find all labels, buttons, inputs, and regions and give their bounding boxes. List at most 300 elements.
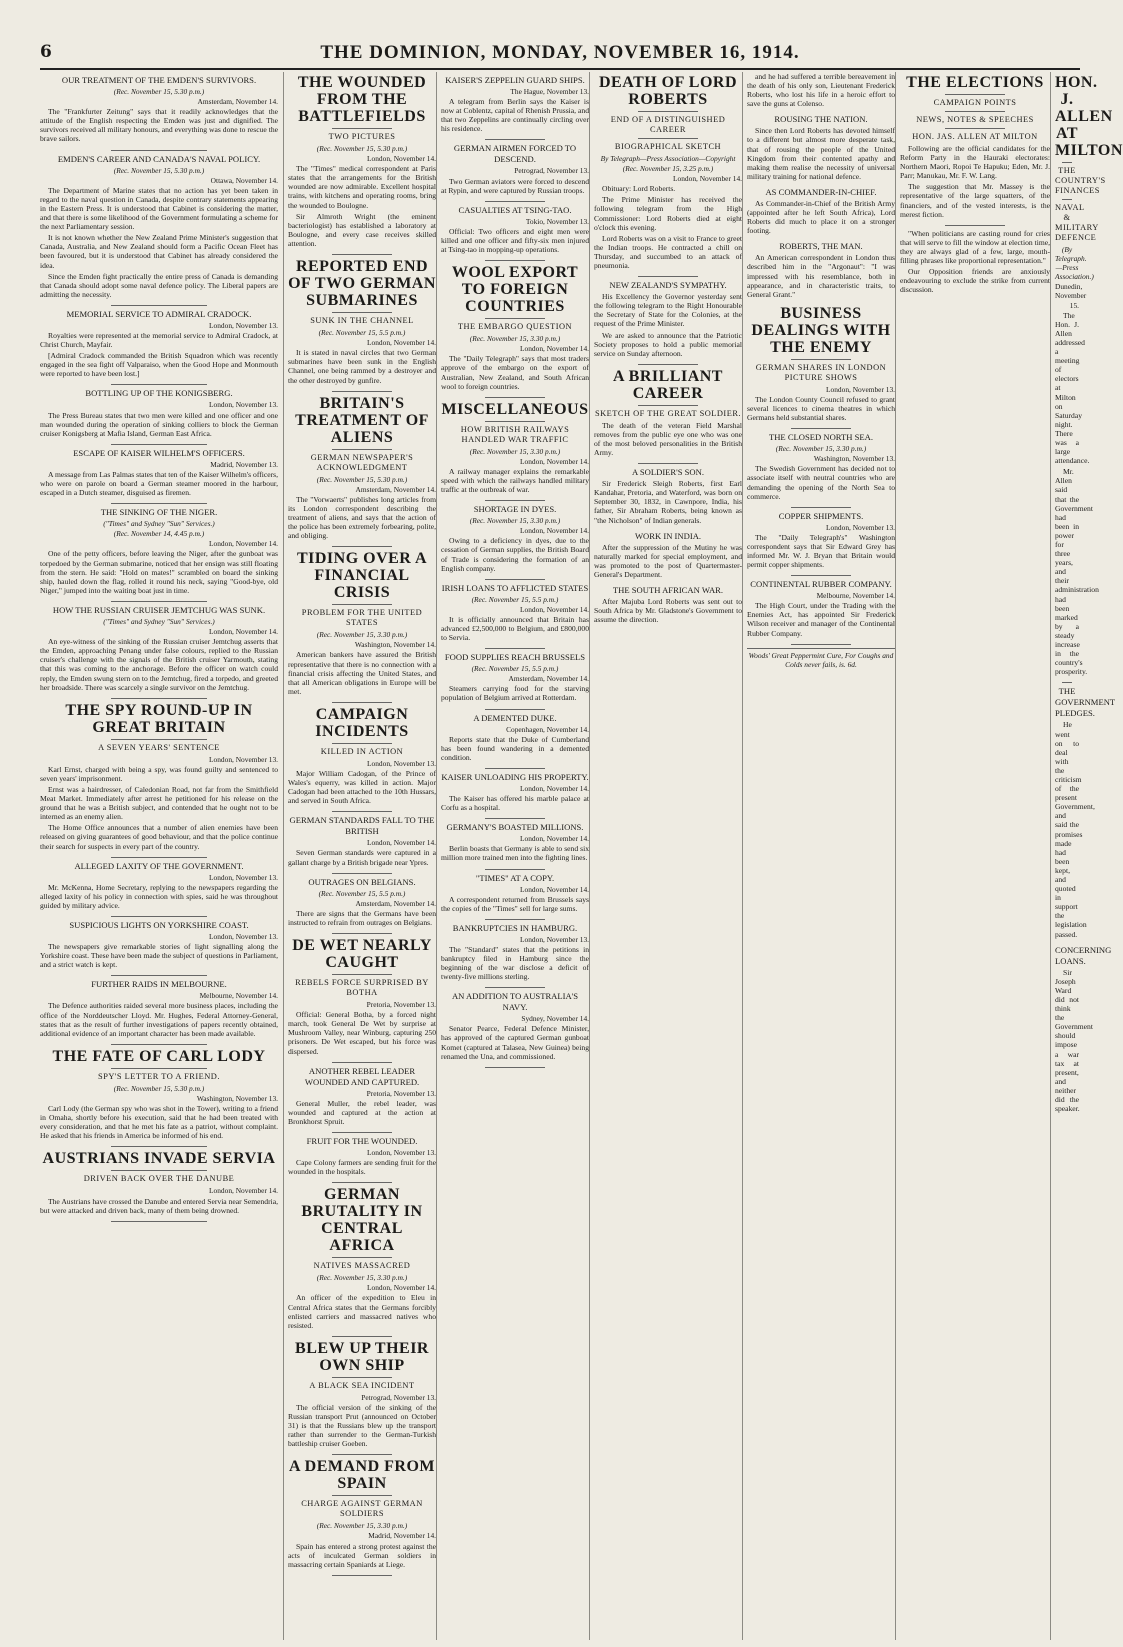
paragraph: Royalties were represented at the memorial service to Admiral Cradock, at Christ Church, Mayfair. [40,330,278,350]
wire-source: (Rec. November 15, 3.30 p.m.) [316,1273,408,1283]
article-subheadline: CAMPAIGN POINTS [933,98,1017,107]
paragraph: Owing to a deficiency in dyes, due to the cessation of German supplies, the British Board of Trade is considering the formation of an English company. [441,536,589,573]
paragraph: American bankers have assured the British representative that there is no connection with a financial crisis affecting the United States, and that all American obligations in Europe will be met. [288,650,436,696]
article-subheadline: THE EMBARGO QUESTION [457,322,573,332]
column-4 [589,72,742,1640]
dateline: London, November 14. [520,834,589,844]
article [40,702,278,851]
article [40,388,278,437]
article-headline: GERMAN STANDARDS FALL TO THE BRITISH [289,815,435,837]
article-headline: THE WOUNDED FROM THE BATTLEFIELDS [297,74,427,125]
wire-source: (Rec. November 15, 5.30 p.m.) [316,474,408,484]
divider-rule [485,919,544,920]
divider-rule [485,768,544,769]
article-headline: THE SINKING OF THE NIGER. [100,507,218,518]
article [40,448,278,497]
dateline: London, November 14. [367,154,436,164]
dateline: Tokio, November 13. [525,216,589,226]
paragraph: The "Vorwaerts" publishes long articles from its London correspondent describing the treatment of aliens, and says that the action of the police has been extremely forbearing, polite, and obliging. [288,494,436,541]
divider-rule [945,225,1005,226]
divider-rule [111,739,206,740]
article-subhead: ROUSING THE NATION. [774,114,868,125]
article [900,74,1050,219]
wire-source: ("Times" and Sydney "Sun" Services.) [103,519,215,529]
divider-rule [791,507,850,508]
paragraph: Official: Two officers and eight men were killed and one officer and fifty-six men injured at Tsing-tao in mopping-up operations. [441,226,589,255]
dateline: Pretoria, November 13. [366,1000,436,1010]
dateline: Washington, November 13. [813,454,895,464]
wire-source: (Rec. November 15, 5.30 p.m.) [113,165,205,175]
dateline: Copenhagen, November 14. [506,724,589,734]
article [594,74,742,270]
divider-rule [485,987,544,988]
wire-source: (Rec. November 15, 5.30 p.m.) [316,144,408,153]
article [40,605,278,692]
article-headline: WOOL EXPORT TO FOREIGN COUNTRIES [451,264,579,316]
wire-source: (Rec. November 15, 3.30 p.m.) [316,630,408,640]
article-headline: BOTTLING UP OF THE KONIGSBERG. [85,388,233,399]
dateline: Melbourne, November 14. [816,591,895,601]
dateline: Madrid, November 14. [368,1531,436,1541]
article [40,979,278,1037]
article [900,229,1050,295]
article-headline: THE SPY ROUND-UP IN GREAT BRITAIN [65,701,253,736]
article-headline: AUSTRIANS INVADE SERVIA [42,1150,276,1168]
article [594,531,742,579]
article-headline: A DEMAND FROM SPAIN [288,1458,436,1493]
article-subhead: ROBERTS, THE MAN. [779,241,863,252]
article-headline: TIDING OVER A FINANCIAL CRISIS [296,550,428,602]
article [1055,944,1112,1114]
dateline: Amsterdam, November 14. [508,674,589,684]
paragraph: Our Opposition friends are anxiously endeavouring to exclude the strike from current discussion. [900,267,1050,295]
paragraph: After Majuba Lord Roberts was sent out to South Africa by Mr. Gladstone's Government to assume the direction. [594,597,742,625]
article [288,877,436,927]
article [40,309,278,379]
dateline: Washington, November 14. [354,640,436,650]
paragraph: The "Frankfurter Zeitung" says that it readily acknowledges that the attitude of the English respecting the Emden was just and dignified. The survivors received all military honours, and everything was done to rescue the brave sailors. [40,107,278,144]
divider-rule [485,139,544,140]
article-headline: CASUALTIES AT TSING-TAO. [458,204,572,215]
article-headline: MISCELLANEOUS [441,400,589,418]
wire-source: (Rec. November 15, 5.5 p.m.) [318,888,406,898]
divider-rule [332,1182,391,1183]
newspaper-title: THE DOMINION, MONDAY, NOVEMBER 16, 1914. [320,42,800,63]
wire-source: (By Telegraph.—Press Association.) [1055,245,1094,282]
paragraph: Official: General Botha, by a forced night march, took General De Wet by surprise at Mushroom Valley, near Winburg, capturing 250 prisoners. De Wet escaped, but his force was dispersed. [288,1010,436,1056]
column-5 [742,72,895,1640]
article-subhead: A SOLDIER'S SON. [632,467,704,478]
article-headline: KAISER UNLOADING HIS PROPERTY. [441,771,589,782]
article [40,75,278,144]
article [441,143,589,194]
paragraph: Senator Pearce, Federal Defence Minister, has approved of the captured German gunboat Komet (captured at Talasea, New Guinea) being renamed the Una, and commissioned. [441,1024,589,1061]
paragraph: One of the petty officers, before leaving the Niger, after the gunboat was torpedoed by the German submarine, noticed that her ensign was still floating from the stern. He said: "Hold on mates!" scrambled on board the sinking ship, hauled down the flag, rolled it round his neck, saying "Good-bye, old Niger," jumped into the waiting boat just in time. [40,549,278,595]
divider-rule [485,500,544,501]
article-headline: CONTINENTAL RUBBER COMPANY. [750,579,892,590]
dateline: Petrograd, November 13. [514,166,589,176]
divider-rule [1062,162,1072,163]
dateline: London, November 14. [520,344,589,354]
article-headline: AN ADDITION TO AUSTRALIA'S NAVY. [451,991,579,1013]
divider-rule [332,128,391,129]
paragraph: The Press Bureau states that two men were killed and one officer and one man wounded during the operation of sinking colliers to block the German cruiser Konigsberg at Mafia Island, German East Africa. [40,410,278,438]
paragraph: The Home Office announces that a number of alien enemies have been released on giving guarantees of good behaviour, and that the police continue their search for suspects in every part of the country. [40,823,278,851]
divider-rule [332,743,391,744]
article-subheadline: NATIVES MASSACRED [313,1261,411,1271]
paragraph: and he had suffered a terrible bereavement in the death of his only son, Lieutenant Frederick Roberts, who lost his life in a heroic effort to save the guns at Colenso. [747,72,895,109]
paragraph: There are signs that the Germans have been instructed to refrain from outrages on Belgians. [288,908,436,927]
wire-source: (Rec. November 15, 3.30 p.m.) [775,444,867,454]
wire-source: (Rec. November 15, 3.30 p.m.) [469,446,561,456]
dateline: London, November 13. [367,758,436,768]
article-subheadline: A SEVEN YEARS' SENTENCE [98,742,220,752]
divider-rule [111,384,206,385]
divider-rule [1062,682,1072,683]
article [40,1048,278,1141]
divider-rule [332,312,391,313]
article [747,187,895,235]
paragraph: It is stated in naval circles that two German submarines have been sunk in the English Channel, one being rammed by a destroyer and the other destroyed by gunfire. [288,348,436,385]
dateline: London, November 14. [209,627,278,637]
article [747,72,895,108]
article-headline: FOOD SUPPLIES REACH BRUSSELS [444,652,586,663]
divider-rule [945,111,1005,112]
divider-rule [332,974,391,975]
paragraph: The Defence authorities raided several more business places, including the office of the Norddeutscher Lloyd. Mr. Hughes, Federal Attorney-General, states that as the result of further investigations of papers recently obtained, additional evidence of an important character has been made available. [40,1001,278,1038]
paragraph: A message from Las Palmas states that ten of the Kaiser Wilhelm's officers, who were on parole on board a German steamer moored in the harbour, escaped in a Dutch steamer, disguised as firemen. [40,469,278,498]
article [747,511,895,569]
article-headline: GERMAN BRUTALITY IN CENTRAL AFRICA [301,1186,423,1255]
paragraph: Major William Cadogan, of the Prince of Wales's equerry, was killed in action. Major Cadogan had been attached to the 10th Hussars, and served in South Africa. [288,769,436,806]
divider-rule [485,260,544,261]
paragraph: Obituary: Lord Roberts. [602,184,676,194]
article-subheadline: HOW BRITISH RAILWAYS HANDLED WAR TRAFFIC [460,424,570,444]
article-headline: A DEMENTED DUKE. [473,712,557,723]
paragraph: The Austrians have crossed the Danube and entered Servia near Semendria, but were attacked and driven back, many of them being drowned. [40,1196,278,1215]
divider-rule [945,128,1005,129]
article [1055,686,1116,939]
article [288,550,436,696]
dateline: London, November 14. [520,783,589,793]
paragraph: An American correspondent in London thus described him in the "Argonaut": "I was impressed with his resemblance, both in appearance, and in characteristic traits, to General Grant." [747,253,895,299]
divider-rule [111,1044,206,1045]
divider-rule [111,698,206,699]
article-headline: HON. J. ALLEN AT MILTON [1055,74,1123,159]
divider-rule [485,201,544,202]
article-headline: BANKRUPTCIES IN HAMBURG. [452,922,578,933]
column-7 [1050,72,1123,1640]
paragraph: The Swedish Government has decided not to associate itself with neutral countries who are demanding the opening of the North Sea to commerce. [747,464,895,501]
article [441,873,589,913]
column-6 [895,72,1050,1640]
paragraph: The "Times" medical correspondent at Paris states that the arrangements for the British wounded are now admirable. Excellent hospital trains, with kitchens and operating rooms, bring the wounded to Boulogne. [288,164,436,210]
wire-source: (Rec. November 15, 5.5 p.m.) [471,664,559,674]
paragraph: Ernst was a hairdresser, of Caledonian Road, not far from the Smithfield Meat Market. Immediately after arrest he petitioned for his release on the ground that he was a British subject, and contended that he ought not to be interned as an enemy alien. [40,784,278,822]
paragraph: Cape Colony farmers are sending fruit for the wounded in the hospitals. [288,1158,436,1177]
dateline: London, November 14. [367,338,436,348]
article-subhead: AS COMMANDER-IN-CHIEF. [765,186,877,197]
article-headline: FRUIT FOR THE WOUNDED. [306,1135,418,1146]
paragraph: The High Court, under the Trading with the Enemies Act, has appointed Sir Frederick Wilson receiver and manager of the Continental Rubber Company. [747,601,895,638]
divider-rule [332,1062,391,1063]
dateline: Pretoria, November 13. [366,1088,436,1098]
article-headline: SUSPICIOUS LIGHTS ON YORKSHIRE COAST. [69,920,249,930]
paragraph: After the suppression of the Mutiny he was naturally marked for special employment, and was promoted to the post of Quartermaster-General's Department. [594,542,742,579]
divider-rule [111,975,206,976]
article [747,305,895,422]
divider-rule [485,1067,544,1068]
article-headline: THE ELECTIONS [906,74,1044,91]
article-headline: GERMANY'S BOASTED MILLIONS. [446,822,584,833]
article-subhead: THE GOVERNMENT PLEDGES. [1055,686,1116,719]
paragraph: Sir Frederick Sleigh Roberts, first Earl Kandahar, Pretoria, and Waterford, was born on September 30, 1832, in Cawnpore, India, his father, Sir Abraham Roberts, being known as "the Nicholson" of Indian generals. [594,479,742,525]
article [288,1136,436,1176]
article-headline: ESCAPE OF KAISER WILHELM'S OFFICERS. [73,447,245,458]
divider-rule [111,1221,206,1222]
paragraph: The official version of the sinking of the Russian transport Prut (announced on October 31) is that the Russians blew up the transport rather than surrender to the German-Turkish battleship cruiser Goeben. [288,1402,436,1449]
dateline: Amsterdam, November 14. [355,484,436,494]
divider-rule [791,359,850,360]
article-headline: HOW THE RUSSIAN CRUISER JEMTCHUG WAS SUNK. [52,604,266,615]
article [747,114,895,181]
divider-rule [1062,199,1072,200]
divider-rule [485,421,544,422]
article-headline: A BRILLIANT CAREER [613,367,723,402]
paragraph: Spain has entered a strong protest against the acts of inculcated German soldiers in massacring certain Spaniards at Liege. [288,1541,436,1569]
article [40,507,278,595]
article-subheadline: DRIVEN BACK OVER THE DANUBE [83,1174,235,1184]
dateline: London, November 13. [209,400,278,410]
divider-rule [485,318,544,319]
article [288,706,436,805]
paragraph: The Prime Minister has received the following telegram from the High Commissioner: Lord Roberts died at eight o'clock this evening. [594,195,742,232]
article-subheadline: KILLED IN ACTION [320,746,404,756]
paragraph: The "Standard" states that the petitions in bankruptcy filed in Hamburg since the beginning of the war disclose a deficit of twenty-five millions sterling. [441,944,589,982]
article [747,432,895,501]
dateline: Melbourne, November 14. [199,991,278,1001]
article [441,504,589,573]
dateline: Dunedin, November 15. [1055,282,1087,310]
divider-rule [332,933,391,934]
article-subheadline: NAVAL & MILITARY DEFENCE [1055,203,1099,242]
divider-rule [111,1170,206,1171]
paragraph: Lord Roberts was on a visit to France to greet the Indian troops. He contracted a chill on Thursday, and succumbed to an attack of pneumonia. [594,233,742,271]
divider-rule [332,1132,391,1133]
article-headline: OUTRAGES ON BELGIANS. [308,876,416,887]
article [288,937,436,1056]
dateline: London, November 13. [209,320,278,330]
dateline: London, November 14. [673,174,742,184]
paragraph: The death of the veteran Field Marshal removes from the public eye one who was one of the most beloved personalities in the British Army. [594,420,742,458]
paragraph: A railway manager explains the remarkable speed with which the railways handled military traffic at the outbreak of war. [441,466,589,495]
wire-source: (Rec. November 15, 3.25 p.m.) [622,164,714,174]
paragraph: The suggestion that Mr. Massey is the representative of the large squatters, of the financiers, and of the vested interests, is the merest fiction. [900,182,1050,219]
article-subheadline: SPY'S LETTER TO A FRIEND. [98,1071,220,1081]
article [441,713,589,762]
dateline: London, November 13. [209,932,278,941]
divider-rule [111,1146,206,1147]
dateline: London, November 13. [826,384,895,394]
dateline: London, November 13. [826,522,895,532]
article [40,920,278,969]
paragraph: Mr. Allen said that the Government had been in power for three years, and their administration had been marked by a steady increase in the country's prosperity. [1055,467,1099,677]
dateline: London, November 14. [520,884,589,894]
paragraph: Steamers carrying food for the starving population of Belgium arrived at Rotterdam. [441,684,589,703]
paragraph: Sir Joseph Ward did not think the Government should impose a war tax at present, and neither did the speaker. [1055,967,1093,1114]
divider-rule [332,811,391,812]
wire-source: (Rec. November 15, 5.5 p.m.) [471,594,559,604]
paragraph: A telegram from Berlin says the Kaiser is now at Coblentz, capital of Rhenish Prussia, and that two Zeppelins are continually circling over his residence. [441,97,589,134]
divider-rule [485,818,544,819]
wire-source: (Rec. November 15, 5.30 p.m.) [113,87,205,96]
article-subhead: CONCERNING LOANS. [1055,944,1112,966]
divider-rule [111,601,206,602]
article-headline: "TIMES" AT A COPY. [475,872,555,883]
paragraph: Since then Lord Roberts has devoted himself to a different but almost more desperate task, that of rousing the people of the United Kingdom from their contented apathy and making them realise the necessity of universal military training for national defence. [747,126,895,181]
article-subheadline: NEWS, NOTES & SPEECHES [916,115,1034,124]
paragraph: We are asked to announce that the Patriotic Society proposes to hold a public memorial service on Sunday afternoon. [594,330,742,358]
article-headline: BRITAIN'S TREATMENT OF ALIENS [295,394,429,446]
paragraph: Seven German standards were captured in a gallant charge by a British brigade near Ypres. [288,848,436,867]
divider-rule [111,444,206,445]
paragraph: General Muller, the rebel leader, was wounded and captured at the action at Bronkhorst Spruit. [288,1098,436,1126]
dateline: Amsterdam, November 14. [197,97,278,107]
paragraph: Sir Almroth Wright (the eminent bacteriologist) has established a laboratory at Boulogne, and every case receives skilled attention. [288,211,436,248]
dateline: London, November 13. [209,754,278,764]
article-headline: GERMAN AIRMEN FORCED TO DESCEND. [453,143,577,165]
divider-rule [485,397,544,398]
article [441,772,589,812]
article-headline: EMDEN'S CAREER AND CANADA'S NAVAL POLICY. [57,153,261,164]
paragraph: It is officially announced that Britain has advanced £2,500,000 to Belgium, and £800,000 to Servia. [441,614,589,643]
paragraph: Mr. McKenna, Home Secretary, replying to the newspapers regarding the alleged laxity of his policy in connection with spies, said he was throughout guided by military advice. [40,882,278,910]
paragraph: [Admiral Cradock commanded the British Squadron which was recently engaged in the sea fight off Valparaiso, when the Good Hope and Monmouth were reported to have been lost.] [40,351,278,379]
paragraph: Carl Lody (the German spy who was shot in the Tower), writing to a friend in Omaha, shortly before his execution, said that he had been treated with every consideration, and that he met his fate as a patriot, without complaint. He asked that his friends in America be informed of his end. [40,1104,278,1141]
article-headline: FURTHER RAIDS IN MELBOURNE. [91,979,227,990]
divider-rule [332,449,391,450]
paragraph: Since the Emden fight practically the entire press of Canada is demanding that Canada should adopt some naval defence policy. The Liberal papers are admitting the necessity. [40,271,278,299]
article [288,1066,436,1126]
article-headline: SHORTAGE IN DYES. [473,504,557,515]
divider-rule [332,391,391,392]
wire-source: (Rec. November 15, 3.30 p.m.) [469,334,561,344]
paragraph: The Kaiser has offered his marble palace at Corfu as a hospital. [441,794,589,813]
article-headline: THE CLOSED NORTH SEA. [768,432,874,443]
article [288,1186,436,1330]
article [441,583,589,642]
dateline: London, November 14. [209,1186,278,1196]
article [441,205,589,254]
article-subheadline: GERMAN NEWSPAPER'S ACKNOWLEDGMENT [310,452,414,472]
article [441,401,589,494]
paragraph: The Department of Marine states that no action has yet been taken in regard to the naval question in Canada, despite contrary statements appearing in the Eastern Press. It is understood that Cabinet is considering the matter, and that there is some likelihood of the Government formulating a scheme for the next Parliamentary session. [40,185,278,232]
article-headline: NEW ZEALAND'S SYMPATHY. [609,280,727,291]
divider-rule [638,276,697,277]
article-headline: BLEW UP THEIR OWN SHIP [295,1339,429,1374]
article-headline: CAMPAIGN INCIDENTS [315,705,409,740]
wire-source: (Rec. November 15, 3.30 p.m.) [469,516,561,526]
paragraph: The "Daily Telegraph's" Washington correspondent says that Sir Edward Grey has informed Mr. W. J. Bryan that Britain would permit copper shipments. [747,532,895,570]
article [747,241,895,298]
dateline: Amsterdam, November 14. [355,898,436,908]
article-headline: ALLEGED LAXITY OF THE GOVERNMENT. [74,860,244,871]
dateline: London, November 13. [209,872,278,882]
divider-rule [485,579,544,580]
paragraph: A correspondent returned from Brussels says the copies of the "Times" sell for large sums. [441,894,589,913]
article-subheadline: A BLACK SEA INCIDENT [309,1380,415,1390]
divider-rule [332,546,391,547]
article [441,75,589,133]
dateline: London, November 14. [367,838,436,848]
article [441,264,589,391]
divider-rule [111,305,206,306]
dateline: London, November 14. [520,456,589,466]
divider-rule [332,1336,391,1337]
article-headline: ANOTHER REBEL LEADER WOUNDED AND CAPTURED. [304,1065,420,1087]
divider-rule [111,503,206,504]
divider-rule [111,857,206,858]
advert-footer: Woods' Great Peppermint Cure, For Coughs and Colds never fails, is. 6d. [747,648,895,669]
masthead [40,40,1080,70]
article-headline: REPORTED END OF TWO GERMAN SUBMARINES [288,258,436,310]
divider-rule [638,138,697,139]
paragraph: Karl Ernst, charged with being a spy, was found guilty and sentenced to seven years' imprisonment. [40,764,278,783]
article [441,923,589,981]
divider-rule [332,702,391,703]
divider-rule [485,709,544,710]
paragraph: As Commander-in-Chief of the British Army (appointed after he left South Africa), Lord Roberts did much to place it on a stronger footing. [747,198,895,236]
article-subheadline: REBELS FORCE SURPRISED BY BOTHA [295,978,429,998]
article-subheadline: TWO PICTURES [328,132,396,141]
article-headline: DEATH OF LORD ROBERTS [598,74,738,108]
dateline: Sydney, November 14. [521,1014,589,1024]
article-headline: THE FATE OF CARL LODY [52,1047,266,1065]
article [441,652,589,702]
article [288,1340,436,1449]
dateline: London, November 14. [367,1283,436,1293]
page-number: 6 [40,42,52,62]
wire-source: (Rec. November 15, 3.30 p.m.) [316,1521,408,1531]
paragraph: It is not known whether the New Zealand Prime Minister's suggestion that Canada, Australia, and New Zealand should form a Pacific Ocean Fleet has been favoured, but it is understood that Cabinet has already considered the idea. [40,233,278,270]
article-headline: COPPER SHIPMENTS. [778,510,864,521]
wire-source: ("Times" and Sydney "Sun" Services.) [103,616,215,626]
divider-rule [332,1454,391,1455]
divider-rule [485,869,544,870]
divider-rule [791,575,850,576]
divider-rule [638,405,697,406]
divider-rule [332,873,391,874]
article-subheadline: CHARGE AGAINST GERMAN SOLDIERS [301,1499,423,1519]
paragraph: Reports state that the Duke of Cumberland has been found wandering in a demented condition. [441,734,589,762]
paragraph: An eye-witness of the sinking of the Russian cruiser Jemtchug asserts that the Emden, approaching Penang under false colours, replied to the Russian cruiser's challenge with the signals of the British cruiser Yarmouth, stating that this was coming to the anchorage. Before the officer on watch could reply, the Emden swung stern on to the Jemtchug, fired a torpedo, and greeted her broadside. There was scarcely a single survivor on the Jemtchug. [40,637,278,692]
dateline: London, November 13. [367,1147,436,1157]
article-subhead: WORK IN INDIA. [634,530,702,541]
divider-rule [791,644,850,645]
dateline: Washington, November 13. [196,1093,278,1103]
dateline: London, November 14. [520,604,589,614]
paragraph: The newspapers give remarkable stories of light signalling along the Yorkshire coast. These have been made the subject of questions in Parliament, and a strict watch is kept. [40,942,278,970]
article-subheadline: THE COUNTRY'S FINANCES [1055,166,1106,195]
column-2 [283,72,436,1640]
column-1 [40,72,278,1640]
paragraph: Two German aviators were forced to descend at Rypin, and were captured by Russian troops. [441,176,589,195]
article-headline: BUSINESS DEALINGS WITH THE ENEMY [751,304,891,356]
wire-source: (Rec. November 14, 4.45 p.m.) [113,529,205,539]
article [288,395,436,541]
divider-rule [638,364,697,365]
divider-rule [638,463,697,464]
